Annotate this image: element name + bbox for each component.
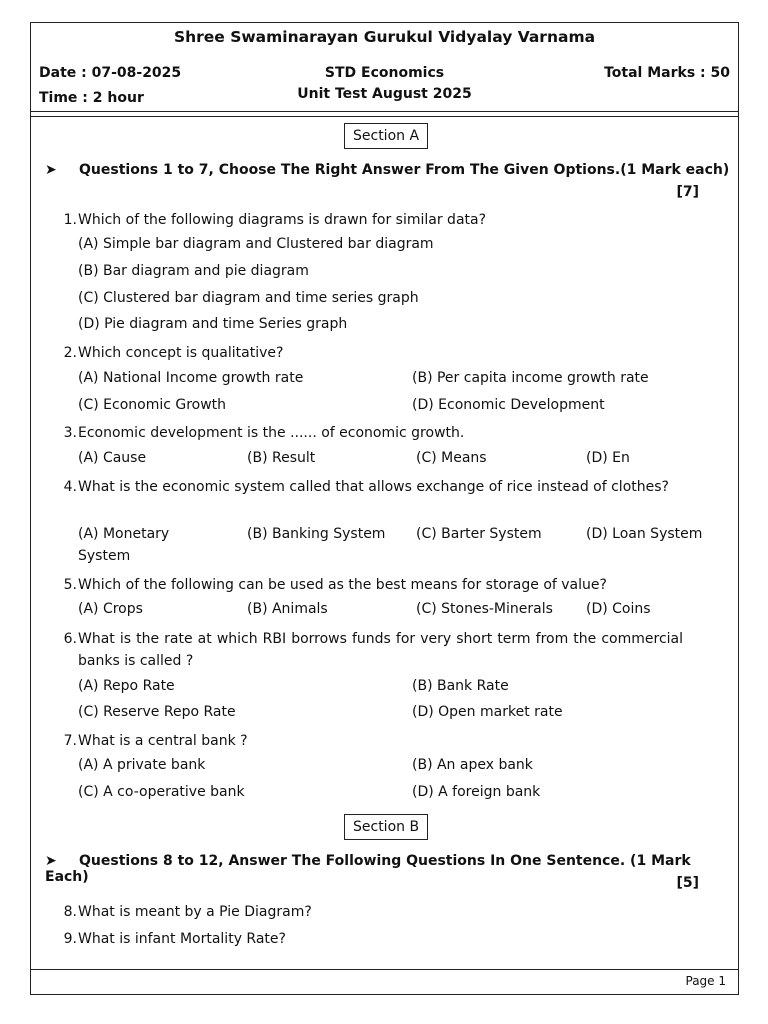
q3-option-c: (C) Means bbox=[416, 450, 487, 466]
q4-option-a: (A) Monetary System bbox=[78, 526, 170, 564]
section-b-instruction-text: Questions 8 to 12, Answer The Following Questions In One Sentence. (1 Mark Each) bbox=[45, 853, 691, 885]
question-number: 7. bbox=[63, 733, 77, 749]
question-number: 3. bbox=[63, 425, 77, 441]
q6-option-d: (D) Open market rate bbox=[412, 704, 563, 720]
q1-option-d: (D) Pie diagram and time Series graph bbox=[78, 316, 348, 332]
q2-option-c: (C) Economic Growth bbox=[78, 397, 227, 413]
footer-rule bbox=[31, 969, 738, 970]
q7-option-a: (A) A private bank bbox=[78, 757, 206, 773]
header-rule-1 bbox=[31, 111, 738, 112]
q5-option-d: (D) Coins bbox=[586, 601, 651, 617]
question-text: What is infant Mortality Rate? bbox=[78, 931, 286, 947]
question-text: Which of the following diagrams is drawn for similar data? bbox=[78, 212, 487, 228]
q1-option-b: (B) Bar diagram and pie diagram bbox=[78, 263, 309, 279]
header-rule-2 bbox=[31, 116, 738, 117]
question-number: 6. bbox=[63, 631, 77, 647]
q6-option-c: (C) Reserve Repo Rate bbox=[78, 704, 236, 720]
q5-option-a: (A) Crops bbox=[78, 601, 143, 617]
exam-total-marks: Total Marks : 50 bbox=[604, 65, 730, 81]
exam-subject: STD Economics bbox=[324, 65, 445, 81]
question-text: What is a central bank ? bbox=[78, 733, 248, 749]
section-a-marks: [7] bbox=[676, 184, 699, 200]
q1-option-c: (C) Clustered bar diagram and time series graph bbox=[78, 290, 419, 306]
q2-option-a: (A) National Income growth rate bbox=[78, 370, 304, 386]
q4-option-c: (C) Barter System bbox=[416, 526, 542, 542]
question-number: 1. bbox=[63, 212, 77, 228]
q6-option-b: (B) Bank Rate bbox=[412, 678, 509, 694]
exam-header bbox=[31, 23, 738, 117]
q3-option-d: (D) En bbox=[586, 450, 630, 466]
q7-option-c: (C) A co-operative bank bbox=[78, 784, 245, 800]
page-number: Page 1 bbox=[685, 974, 726, 988]
q7-option-b: (B) An apex bank bbox=[412, 757, 533, 773]
question-text: What is the rate at which RBI borrows funds for very short term from the commercial banks is called ? bbox=[78, 631, 683, 669]
question-text: What is meant by a Pie Diagram? bbox=[78, 904, 312, 920]
q2-option-d: (D) Economic Development bbox=[412, 397, 605, 413]
arrow-bullet-icon: ➤ bbox=[45, 853, 57, 869]
exam-test-name: Unit Test August 2025 bbox=[297, 86, 472, 102]
question-number: 8. bbox=[63, 904, 77, 920]
q4-option-d: (D) Loan System bbox=[586, 526, 703, 542]
section-b-title: Section B bbox=[344, 814, 428, 840]
section-b-marks: [5] bbox=[676, 875, 699, 891]
section-a-instruction bbox=[45, 162, 729, 178]
page-frame bbox=[30, 22, 739, 995]
exam-date: Date : 07-08-2025 bbox=[39, 65, 182, 81]
q2-option-b: (B) Per capita income growth rate bbox=[412, 370, 649, 386]
q7-option-d: (D) A foreign bank bbox=[412, 784, 541, 800]
question-text: Which concept is qualitative? bbox=[78, 345, 284, 361]
question-text: What is the economic system called that allows exchange of rice instead of clothes? bbox=[78, 479, 669, 495]
q6-option-a: (A) Repo Rate bbox=[78, 678, 175, 694]
question-number: 2. bbox=[63, 345, 77, 361]
section-a-instruction-text: Questions 1 to 7, Choose The Right Answer From The Given Options.(1 Mark each) bbox=[79, 162, 730, 178]
question-text: Economic development is the ...... of economic growth. bbox=[78, 425, 465, 441]
q3-option-a: (A) Cause bbox=[78, 450, 147, 466]
q5-option-c: (C) Stones-Minerals bbox=[416, 601, 553, 617]
question-number: 5. bbox=[63, 577, 77, 593]
school-name: Shree Swaminarayan Gurukul Vidyalay Varnama bbox=[173, 28, 596, 46]
arrow-bullet-icon: ➤ bbox=[45, 162, 57, 178]
exam-time: Time : 2 hour bbox=[39, 90, 144, 106]
q5-option-b: (B) Animals bbox=[247, 601, 328, 617]
question-number: 4. bbox=[63, 479, 77, 495]
q1-option-a: (A) Simple bar diagram and Clustered bar diagram bbox=[78, 236, 434, 252]
q4-option-b: (B) Banking System bbox=[247, 526, 386, 542]
section-b-instruction bbox=[45, 853, 738, 885]
section-a-title: Section A bbox=[344, 123, 428, 149]
question-text: Which of the following can be used as the best means for storage of value? bbox=[78, 577, 607, 593]
q3-option-b: (B) Result bbox=[247, 450, 316, 466]
question-number: 9. bbox=[63, 931, 77, 947]
